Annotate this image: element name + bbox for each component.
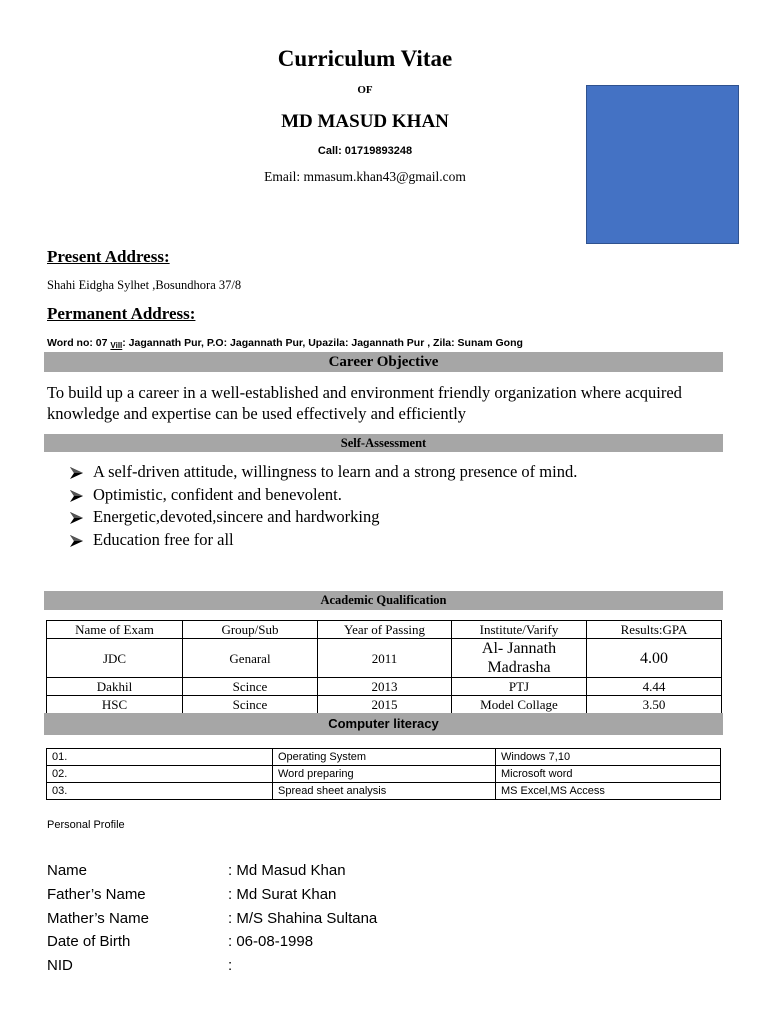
self-assessment-heading: Self-Assessment (44, 434, 723, 452)
cv-title: Curriculum Vitae (277, 46, 453, 71)
table-cell: Microsoft word (496, 766, 721, 783)
cv-of-text: OF (357, 84, 373, 96)
village-label: Vill (110, 341, 123, 350)
permanent-address-heading: Permanent Address: (47, 304, 196, 323)
academic-table (46, 620, 722, 714)
profile-row (47, 859, 447, 883)
table-cell: 2015 (318, 696, 452, 714)
table-cell: 4.44 (587, 678, 722, 696)
profile-row (47, 954, 447, 978)
column-header: Year of Passing (318, 621, 452, 639)
computer-literacy-heading: Computer literacy (44, 713, 723, 735)
table-cell: MS Excel,MS Access (496, 783, 721, 800)
table-cell: Model Collage (452, 696, 587, 714)
profile-value: : M/S Shahina Sultana (228, 909, 378, 927)
table-cell: HSC (47, 696, 183, 714)
table-cell: 01. (47, 749, 273, 766)
profile-label: Date of Birth (47, 933, 131, 951)
photo-placeholder (586, 85, 739, 244)
profile-row (47, 907, 447, 931)
academic-qualification-heading: Academic Qualification (44, 591, 723, 610)
phone-number: Call: 01719893248 (317, 145, 413, 157)
list-item-text: Education free for all (93, 530, 234, 550)
career-objective-text: To build up a career in a well-established and environment friendly organization where acquired knowledge and expertise can be used effectively and efficiently (47, 383, 682, 423)
self-assessment-list (70, 461, 577, 552)
list-item-text: Energetic,devoted,sincere and hardworking (93, 507, 380, 527)
table-cell: Scince (183, 678, 318, 696)
personal-profile-heading: Personal Profile (47, 819, 125, 831)
table-cell: 3.50 (587, 696, 722, 714)
arrow-bullet-icon (70, 535, 83, 547)
profile-value: : 06-08-1998 (228, 933, 314, 951)
email-address: Email: mmasum.khan43@gmail.com (264, 169, 466, 184)
computer-literacy-table (46, 748, 721, 800)
table-row (47, 639, 722, 678)
table-cell: 2011 (318, 639, 452, 678)
table-row (47, 783, 721, 800)
table-cell: Al- Jannath Madrasha (452, 639, 587, 678)
column-header: Results:GPA (587, 621, 722, 639)
list-item (70, 484, 577, 507)
ward-number: Word no: 07 (47, 337, 108, 349)
arrow-bullet-icon (70, 490, 83, 502)
table-cell: Genaral (183, 639, 318, 678)
table-cell: 03. (47, 783, 273, 800)
table-row (47, 678, 722, 696)
table-cell: Operating System (273, 749, 496, 766)
table-cell: 02. (47, 766, 273, 783)
list-item (70, 461, 577, 484)
profile-label: Mather’s Name (47, 909, 149, 927)
candidate-name: MD MASUD KHAN (281, 111, 449, 132)
profile-label: NID (47, 957, 73, 974)
profile-value: : Md Surat Khan (228, 885, 337, 903)
career-objective-heading: Career Objective (44, 352, 723, 372)
personal-profile-list (47, 859, 447, 978)
list-item-text: Optimistic, confident and benevolent. (93, 484, 342, 504)
profile-row (47, 930, 447, 954)
table-cell: 2013 (318, 678, 452, 696)
present-address-heading: Present Address: (47, 247, 170, 266)
table-cell: Scince (183, 696, 318, 714)
column-header: Group/Sub (183, 621, 318, 639)
table-cell: Windows 7,10 (496, 749, 721, 766)
table-cell: 4.00 (587, 639, 722, 678)
table-cell: Spread sheet analysis (273, 783, 496, 800)
profile-row (47, 883, 447, 907)
arrow-bullet-icon (70, 512, 83, 524)
column-header: Name of Exam (47, 621, 183, 639)
table-cell: Word preparing (273, 766, 496, 783)
table-row (47, 749, 721, 766)
table-cell: JDC (47, 639, 183, 678)
list-item (70, 529, 577, 552)
column-header: Institute/Varify (452, 621, 587, 639)
permanent-address-details: : Jagannath Pur, P.O: Jagannath Pur, Upazila: Jagannath Pur , Zila: Sunam Gong (122, 337, 523, 349)
profile-value: : (228, 957, 233, 974)
arrow-bullet-icon (70, 467, 83, 479)
permanent-address-text (47, 336, 523, 353)
table-cell: PTJ (452, 678, 587, 696)
table-header-row (47, 621, 722, 639)
list-item (70, 506, 577, 529)
table-row (47, 766, 721, 783)
table-row (47, 696, 722, 714)
present-address-text: Shahi Eidgha Sylhet ,Bosundhora 37/8 (47, 278, 242, 292)
profile-label: Father’s Name (47, 885, 146, 903)
table-cell: Dakhil (47, 678, 183, 696)
list-item-text: A self-driven attitude, willingness to learn and a strong presence of mind. (93, 462, 578, 481)
profile-label: Name (47, 862, 88, 879)
profile-value: : Md Masud Khan (228, 862, 346, 879)
